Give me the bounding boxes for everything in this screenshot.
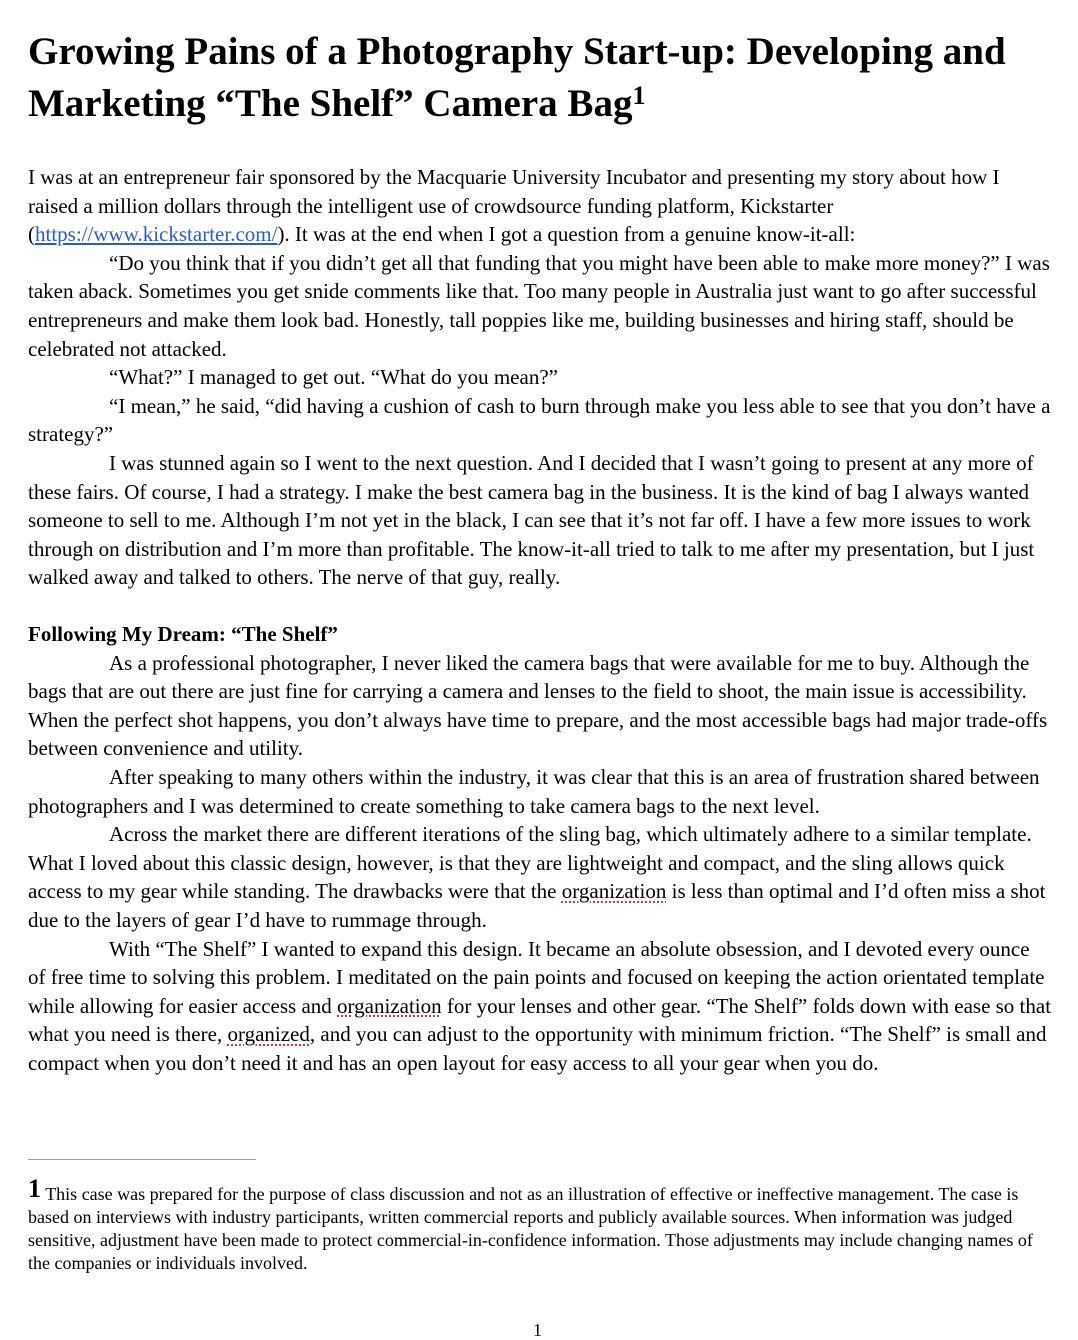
spellcheck-word[interactable]: organization: [561, 879, 667, 904]
section-p4-end: , and you can adjust to the opportunity with minimum friction. “The Shelf” is small and compact when you don’t need it and has an open layout for easy access to all your gear when you do.: [28, 1022, 1047, 1075]
intro-paragraph-4: “I mean,” he said, “did having a cushion of cash to burn through make you less able to see that you don’t have a strategy?”: [28, 393, 1051, 447]
intro-paragraph-3: “What?” I managed to get out. “What do you mean?”: [109, 365, 558, 390]
section-p4-mid: for your lenses and other gear. “The Shelf” folds down with ease so that what you need is there,: [28, 993, 1052, 1047]
intro-p1-end: ). It was at the end when I got a question from a genuine know-it-all:: [277, 222, 856, 247]
title-text: Growing Pains of a Photography Start-up: Developing and Marketing “The Shelf” Camera Bag: [28, 30, 1006, 125]
footnote-text: This case was prepared for the purpose of class discussion and not as an illustration of effective or ineffective management. The case is based on interviews with industry participants, written commercial reports and publicly available sources. When information was judged sensitive, adjustment have been made to protect commercial-in-confidence information. Those adjustments may include changing names of the companies or individuals involved.: [28, 1184, 1033, 1273]
footnote: [28, 1174, 1038, 1275]
section-p4-start: With “The Shelf” I wanted to expand this design. It became an absolute obsession, and I devoted every ounce of free time to solving this problem. I meditated on the pain points and focused on keeping the action orientated template while allowing for easier access and: [28, 936, 1045, 1018]
page-number: 1: [533, 1320, 542, 1340]
footnote-number: 1: [28, 1174, 41, 1203]
section-paragraph-2: After speaking to many others within the industry, it was clear that this is an area of frustration shared between photographers and I was determined to create something to take camera bags to the next level.: [28, 764, 1040, 818]
intro-section: [28, 163, 1052, 592]
section-paragraph-1: As a professional photographer, I never liked the camera bags that were available for me to buy. Although the bags that are out there are just fine for carrying a camera and lenses to the field to shoot, the main issue is accessibility. When the perfect shot happens, you don’t always have time to prepare, and the most accessible bags had major trade-offs between convenience and utility.: [28, 650, 1048, 761]
footnote-separator: [28, 1159, 256, 1160]
kickstarter-link[interactable]: https://www.kickstarter.com/: [35, 222, 278, 247]
spellcheck-word[interactable]: organized: [227, 1022, 310, 1047]
section-heading: Following My Dream: “The Shelf”: [28, 622, 338, 646]
section-p3-end: is less than optimal and I’d often miss a shot due to the layers of gear I’d have to rummage through.: [28, 879, 1046, 932]
intro-p1-start: I was at an entrepreneur fair sponsored by the Macquarie University Incubator and presenting my story about how I raised a million dollars through the intelligent use of crowdsource funding platform, Kickstarter (: [28, 165, 1000, 247]
section-paragraph-3: [28, 820, 1052, 934]
page-title: [28, 26, 1058, 130]
section-p3-start: Across the market there are different iterations of the sling bag, which ultimately adhere to a similar template. What I loved about this classic design, however, is that they are lightweight and compact, and the sling allows quick access to my gear while standing. The drawbacks were that the: [28, 822, 1032, 904]
spellcheck-word[interactable]: organization: [337, 993, 442, 1018]
section-paragraph-4: [28, 935, 1052, 1078]
dream-section: [28, 620, 1052, 1078]
intro-paragraph-5: I was stunned again so I went to the next question. And I decided that I wasn’t going to present at any more of these fairs. Of course, I had a strategy. I make the best camera bag in the business. It is the kind of bag I always wanted someone to sell to me. Although I’m not yet in the black, I can see that it’s not far off. I have a few more issues to work through on distribution and I’m more than profitable. The know-it-all tried to talk to me after my presentation, but I just walked away and talked to others. The nerve of that guy, really.: [28, 450, 1035, 590]
intro-paragraph-2: “Do you think that if you didn’t get all that funding that you might have been able to make more money?” I was taken aback. Sometimes you get snide comments like that. Too many people in Australia just want to go after successful entrepreneurs and make them look bad. Honestly, tall poppies like me, building businesses and hiring staff, should be celebrated not attacked.: [28, 250, 1050, 361]
intro-paragraph-1: [28, 163, 1052, 249]
title-footnote-marker[interactable]: 1: [632, 81, 646, 110]
